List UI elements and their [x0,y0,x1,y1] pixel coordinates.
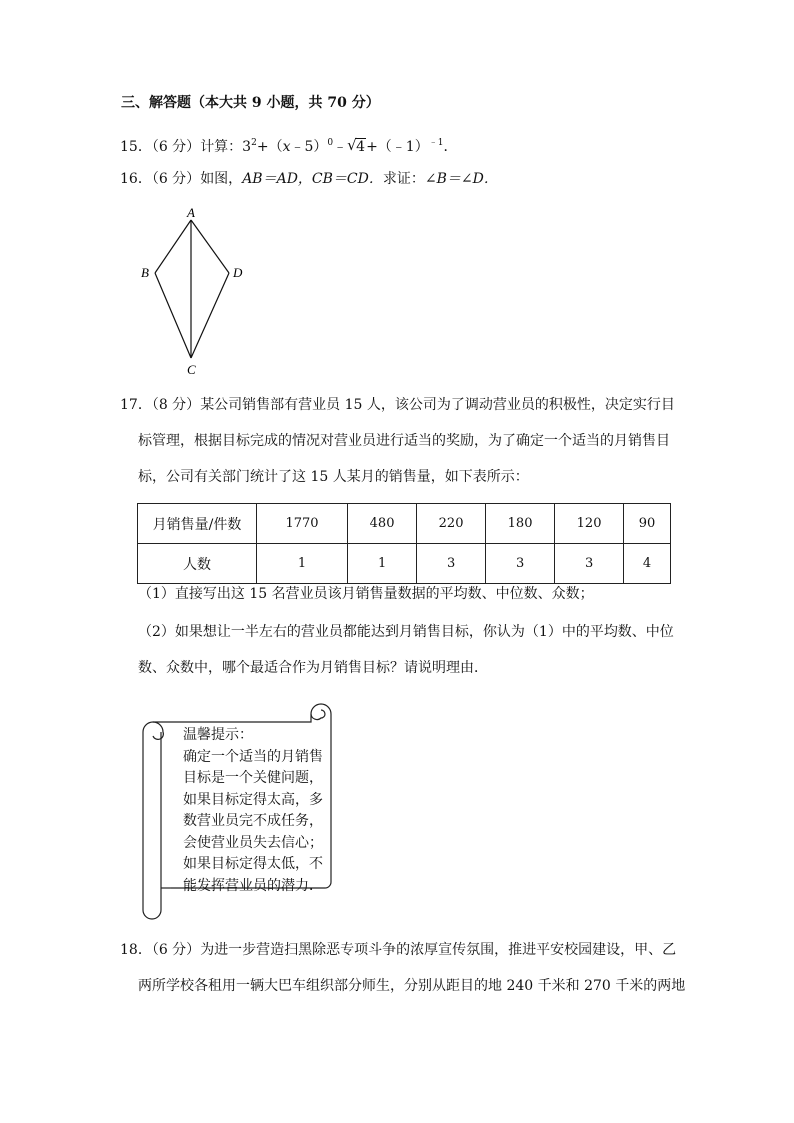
q18-points: （6 分） [151,942,201,958]
table-cell: 4 [624,544,671,584]
question-18-line1 [120,940,676,960]
tip-line: 如果目标定得太低，不 [183,856,323,872]
q18-number: 18． [120,942,152,958]
tip-line: 目标是一个关健问题， [183,770,323,786]
segment-bc [155,273,191,358]
tip-line: 确定一个适当的月销售 [183,748,323,765]
q17-sub2-line1: （2）如果想让一半左右的营业员都能达到月销售目标，你认为（1）中的平均数、中位 [138,624,674,640]
square-root [347,137,366,157]
q15-part5: +（﹣1） [366,139,429,155]
segment-ad [191,220,229,273]
q17-points: （8 分） [151,397,201,413]
q15-part4: ﹣ [333,139,348,155]
table-cell: 120 [555,504,624,544]
q15-exp1: 2 [251,138,257,148]
vertex-label-a: A [187,205,195,220]
question-17-line1 [120,395,675,415]
q17-line3: 标，公司有关部门统计了这 15 人某月的销售量，如下表所示： [138,469,529,485]
table-header-count: 人数 [138,544,257,584]
question-15 [120,133,457,157]
radical-sign-icon: √ [347,136,357,154]
tip-title: 温馨提示： [183,727,253,743]
q15-radicand: 4 [356,139,366,155]
table-cell: 3 [417,544,486,584]
q15-points: （6 分） [151,139,201,155]
section-heading: 三、解答题（本大共 9 小题，共 70 分） [121,95,380,111]
table-cell: 3 [486,544,555,584]
table-cell: 220 [417,504,486,544]
table-cell: 90 [624,504,671,544]
q16-goal: ∠B＝∠D． [424,171,498,187]
tip-line: 会使营业员失去信心； [183,834,323,851]
q16-text: 如图， [200,171,243,187]
q17-sub1: （1）直接写出这 15 名营业员该月销售量数据的平均数、中位数、众数； [138,586,594,602]
q16-prove: 求证： [382,171,425,187]
table-cell: 180 [486,504,555,544]
vertex-label-c: C [187,362,196,377]
segment-dc [191,273,229,358]
table-cell: 480 [348,504,417,544]
q17-line2: 标管理，根据目标完成的情况对营业员进行适当的奖励，为了确定一个适当的月销售目 [138,433,670,449]
table-row [138,504,671,544]
tip-line: 数营业员完不成任务， [183,813,323,829]
scroll-curl-right [311,710,325,720]
q15-exp2: 0 [327,138,334,148]
vertex-label-d: D [233,265,243,280]
tip-box [183,725,333,897]
q15-part2: +（ [256,139,283,155]
tip-line: 能发挥营业员的潜力． [183,877,323,894]
table-row [138,544,671,584]
q15-part3: ﹣5） [290,139,328,155]
q15-var-x: x [282,139,291,155]
q16-number: 16． [120,171,152,187]
question-16 [120,169,498,189]
q17-sub2-line2: 数、众数中，哪个最适合作为月销售目标？请说明理由． [138,660,488,676]
tip-line: 如果目标定得太高，多 [183,791,323,808]
q18-line2: 两所学校各租用一辆大巴车组织部分师生，分别从距目的地 240 千米和 270 千米的两地 [138,978,686,994]
q17-line1: 某公司销售部有营业员 15 人，该公司为了调动营业员的积极性，决定实行目 [200,397,675,413]
q15-exp3: ﹣1 [428,138,444,148]
table-cell: 1 [257,544,348,584]
segment-ab [155,220,191,273]
q15-number: 15． [120,139,152,155]
q16-points: （6 分） [151,171,201,187]
q15-prefix: 计算：3 [200,139,252,155]
table-cell: 1770 [257,504,348,544]
table-cell: 3 [555,544,624,584]
q16-condition: AB＝AD，CB＝CD． [242,171,383,187]
q15-end: ． [443,139,458,155]
q17-number: 17． [120,397,152,413]
kite-figure [130,200,260,380]
table-cell: 1 [348,544,417,584]
scroll-curl-left [153,722,163,739]
q18-line1: 为进一步营造扫黑除恶专项斗争的浓厚宣传氛围，推进平安校园建设，甲、乙 [200,942,677,958]
table-header-sales: 月销售量/件数 [138,504,257,544]
vertex-label-b: B [141,265,149,280]
sales-table [137,503,671,584]
